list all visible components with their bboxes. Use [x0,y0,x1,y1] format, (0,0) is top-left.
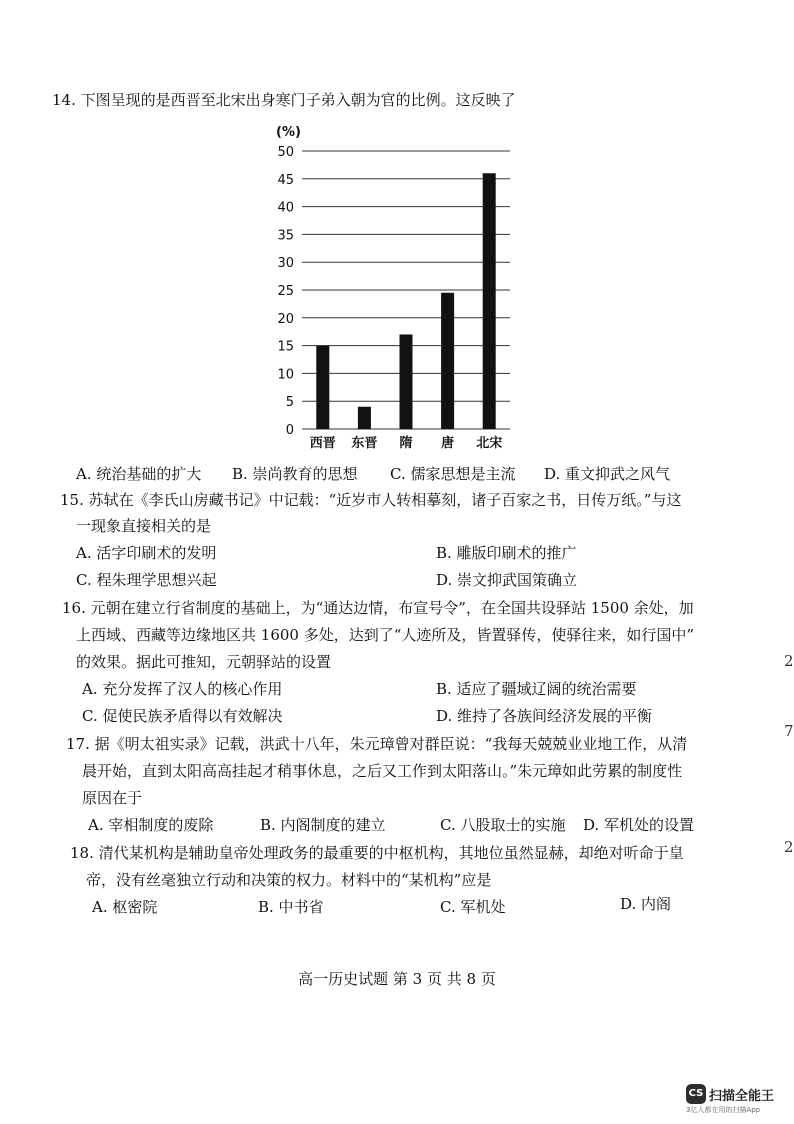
q16-stem-line2: 上西域、西藏等边缘地区共 1600 多处，达到了“人迹所及，皆置驿传，使驿往来，如行国中” [76,626,695,644]
y-tick-label-35: 35 [277,228,294,244]
brand-name: 扫描全能王 [709,1088,775,1104]
bar-0 [316,346,329,429]
margin-mark-1: 2 [784,652,794,670]
bar-chart [270,120,520,455]
bar-4 [483,173,496,429]
chart-y-ticks [277,145,294,438]
y-tick-label-10: 10 [277,367,294,383]
q16-option-d: D. 维持了各族间经济发展的平衡 [436,707,653,725]
margin-mark-3: 2 [784,838,794,856]
q18-option-d: D. 内阁 [620,895,672,913]
q14-option-d: D. 重文抑武之风气 [544,465,671,483]
q14-option-b: B. 崇尚教育的思想 [232,465,358,483]
y-tick-label-25: 25 [277,284,294,299]
q15-stem-line1: 15. 苏轼在《李氏山房藏书记》中记载：“近岁市人转相摹刻，诸子百家之书，日传万纸。”与这 [60,491,682,509]
x-label-3: 唐 [441,436,455,451]
bar-2 [400,334,413,429]
q18-stem-line2: 帝，没有丝毫独立行动和决策的权力。材料中的“某机构”应是 [86,871,492,889]
q17-stem-line3: 原因在于 [82,789,143,807]
y-tick-label-30: 30 [277,256,294,272]
q17-option-d: D. 军机处的设置 [583,816,695,834]
y-tick-label-20: 20 [277,311,294,327]
y-tick-label-0: 0 [285,423,294,438]
bar-1 [358,407,371,429]
bar-3 [441,293,454,429]
x-label-0: 西晋 [309,436,336,451]
q15-option-a: A. 活字印刷术的发明 [76,544,217,562]
margin-mark-2: 7 [784,722,794,740]
q17-stem-line1: 17. 据《明太祖实录》记载，洪武十八年，朱元璋曾对群臣说：“我每天兢兢业业地工作，从清 [66,735,688,753]
q16-stem-line3: 的效果。据此可推知，元朝驿站的设置 [76,653,332,671]
y-tick-label-50: 50 [277,145,294,160]
q16-stem-line1: 16. 元朝在建立行省制度的基础上，为“通达边情，布宣号令”，在全国共设驿站 1500 余处，加 [62,599,694,617]
q15-option-c: C. 程朱理学思想兴起 [76,571,217,589]
scanner-watermark [686,1084,775,1114]
page-footer: 高一历史试题 第 3 页 共 8 页 [298,970,496,988]
y-tick-label-40: 40 [277,200,294,216]
q17-option-c: C. 八股取士的实施 [440,816,566,834]
y-tick-label-5: 5 [285,395,294,411]
y-tick-label-15: 15 [277,339,294,355]
brand-tagline: 3亿人都在用的扫描App [686,1106,761,1114]
x-label-2: 隋 [399,436,413,451]
q16-option-c: C. 促使民族矛盾得以有效解决 [82,707,283,725]
x-label-4: 北宋 [476,436,503,451]
x-label-1: 东晋 [351,436,378,451]
chart-bars [316,173,495,429]
q17-stem-line2: 晨开始，直到太阳高高挂起才稍事休息，之后又工作到太阳落山。”朱元璋如此劳累的制度性 [82,762,683,780]
q18-option-b: B. 中书省 [258,898,324,916]
y-tick-label-45: 45 [277,172,294,188]
chart-y-label: (%) [276,125,301,140]
q16-option-a: A. 充分发挥了汉人的核心作用 [82,680,283,698]
q17-option-b: B. 内阁制度的建立 [260,816,386,834]
q16-option-b: B. 适应了疆域辽阔的统治需要 [436,680,637,698]
camscanner-logo-icon: CS [686,1084,706,1104]
q18-option-c: C. 军机处 [440,898,506,916]
q15-stem-line2: 一现象直接相关的是 [76,517,212,535]
chart-x-labels [310,435,502,451]
q17-option-a: A. 宰相制度的废除 [88,816,214,834]
q14-option-c: C. 儒家思想是主流 [390,465,516,483]
q15-option-b: B. 雕版印刷术的推广 [436,544,577,562]
q18-option-a: A. 枢密院 [92,898,158,916]
q18-stem-line1: 18. 清代某机构是辅助皇帝处理政务的最重要的中枢机构，其地位虽然显赫，却绝对听命于皇 [70,844,684,862]
q14-stem: 14. 下图呈现的是西晋至北宋出身寒门子弟入朝为官的比例。这反映了 [52,91,516,109]
q15-option-d: D. 崇文抑武国策确立 [436,571,578,589]
q14-option-a: A. 统治基础的扩大 [76,465,202,483]
